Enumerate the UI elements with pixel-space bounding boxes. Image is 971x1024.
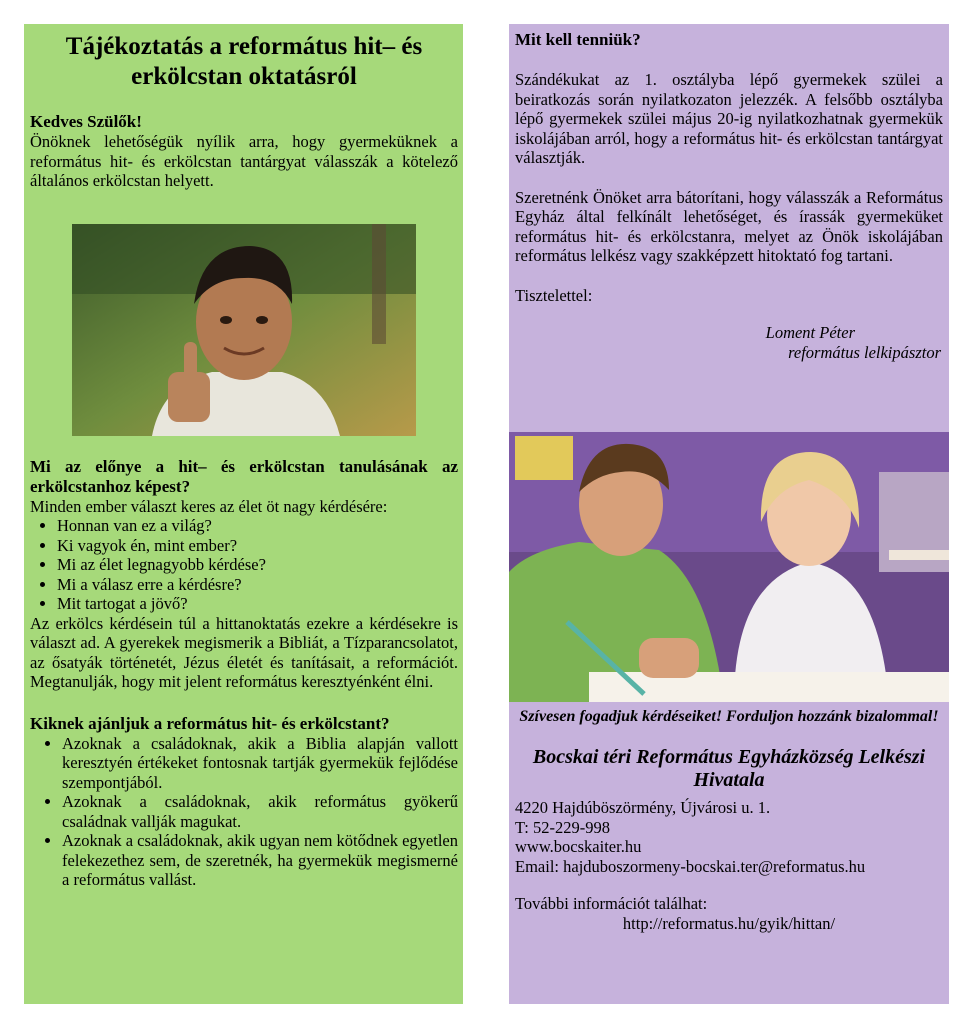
list-item: • Mi a válasz erre a kérdésre?	[57, 575, 458, 595]
list-item: • Honnan van ez a világ?	[57, 516, 458, 536]
section1-heading: Mi az előnye a hit– és erkölcstan tanulásának az erkölcstanhoz képest?	[30, 456, 458, 496]
list-item: • Mi az élet legnagyobb kérdése?	[57, 555, 458, 575]
signature-name: Loment Péter	[765, 323, 855, 342]
left-panel	[24, 24, 463, 1004]
boy-thumbs-up-photo	[72, 224, 416, 436]
signature-title: református lelkipásztor	[788, 342, 941, 362]
list-item: • Azoknak a családoknak, akik a Biblia alapján vallott keresztyén értékeket fontosnak tartják gyermekük fejlődése szempontjából.	[62, 734, 458, 793]
address: 4220 Hajdúböszörmény, Újvárosi u. 1.	[515, 798, 771, 817]
website-link[interactable]: www.bocskaiter.hu	[515, 837, 642, 856]
invite-text: Szívesen fogadjuk kérdéseiket! Forduljon hozzánk bizalommal!	[519, 708, 939, 725]
closing: Tisztelettel:	[515, 285, 593, 305]
para2: Szeretnénk Önöket arra bátorítani, hogy válasszák a Református Egyház által felkínált lehetőséget, és írassák gyermeküket református hit- és erkölcstanra, melyet az Önök iskolájában református lelkész vagy szakképzett hitoktató fog tartani.	[515, 187, 943, 265]
phone: T: 52-229-998	[515, 817, 610, 837]
para1: Szándékukat az 1. osztályba lépő gyermekek szülei a beiratkozás során nyilatkozaton jelezzék. A felsőbb osztályba lépő gyermekek szülei május 20-ig nyilatkozhatnak gyermekük iskolájában arról, hogy a református hit- és erkölcstan tantárgyat választják.	[515, 70, 943, 167]
what-to-do-heading: Mit kell tenniük?	[515, 30, 641, 49]
contact-block	[515, 707, 943, 933]
organization-name: Bocskai téri Református Egyházközség Lelkészi Hivatala	[532, 746, 926, 791]
list-item: • Azoknak a családoknak, akik református gyökerű családnak vallják magukat.	[62, 792, 458, 831]
section2-heading: Kiknek ajánljuk a református hit- és erkölcstant?	[30, 713, 390, 733]
list-item: • Azoknak a családoknak, akik ugyan nem kötődnek egyetlen felekezethez sem, de szeretnék, ha gyermekük megismerné a református vallást.	[62, 831, 458, 890]
children-reading-photo	[509, 432, 949, 702]
right-panel	[509, 24, 949, 1004]
greeting: Kedves Szülők!	[30, 112, 142, 131]
email-link[interactable]: Email: hajduboszormeny-bocskai.ter@reformatus.hu	[515, 856, 866, 876]
more-info-label: További információt találhat:	[515, 894, 708, 913]
recommend-list	[30, 734, 458, 890]
more-info-url[interactable]: http://reformatus.hu/gyik/hittan/	[622, 913, 836, 933]
section1-body: Az erkölcs kérdésein túl a hittanoktatás ezekre a kérdésekre is választ ad. A gyerekek megismerik a Bibliát, a Tízparancsolatot, az ősatyák történetét, Jézus életét és tanításait, a reformációt. Megtanulják, hogy mit jelent református keresztyénként élni.	[30, 613, 458, 691]
page-title: Tájékoztatás a református hit– és erkölcstan oktatásról	[65, 33, 423, 90]
list-item: • Ki vagyok én, mint ember?	[57, 536, 458, 556]
list-item: • Mit tartogat a jövő?	[57, 594, 458, 614]
section1-lead: Minden ember választ keres az élet öt nagy kérdésére:	[30, 496, 388, 516]
intro-paragraph: Önöknek lehetőségük nyílik arra, hogy gyermeküknek a református hit- és erkölcstan tantárgyat válasszák a kötelező általános erkölcstan helyett.	[30, 132, 458, 190]
questions-list	[30, 516, 458, 614]
